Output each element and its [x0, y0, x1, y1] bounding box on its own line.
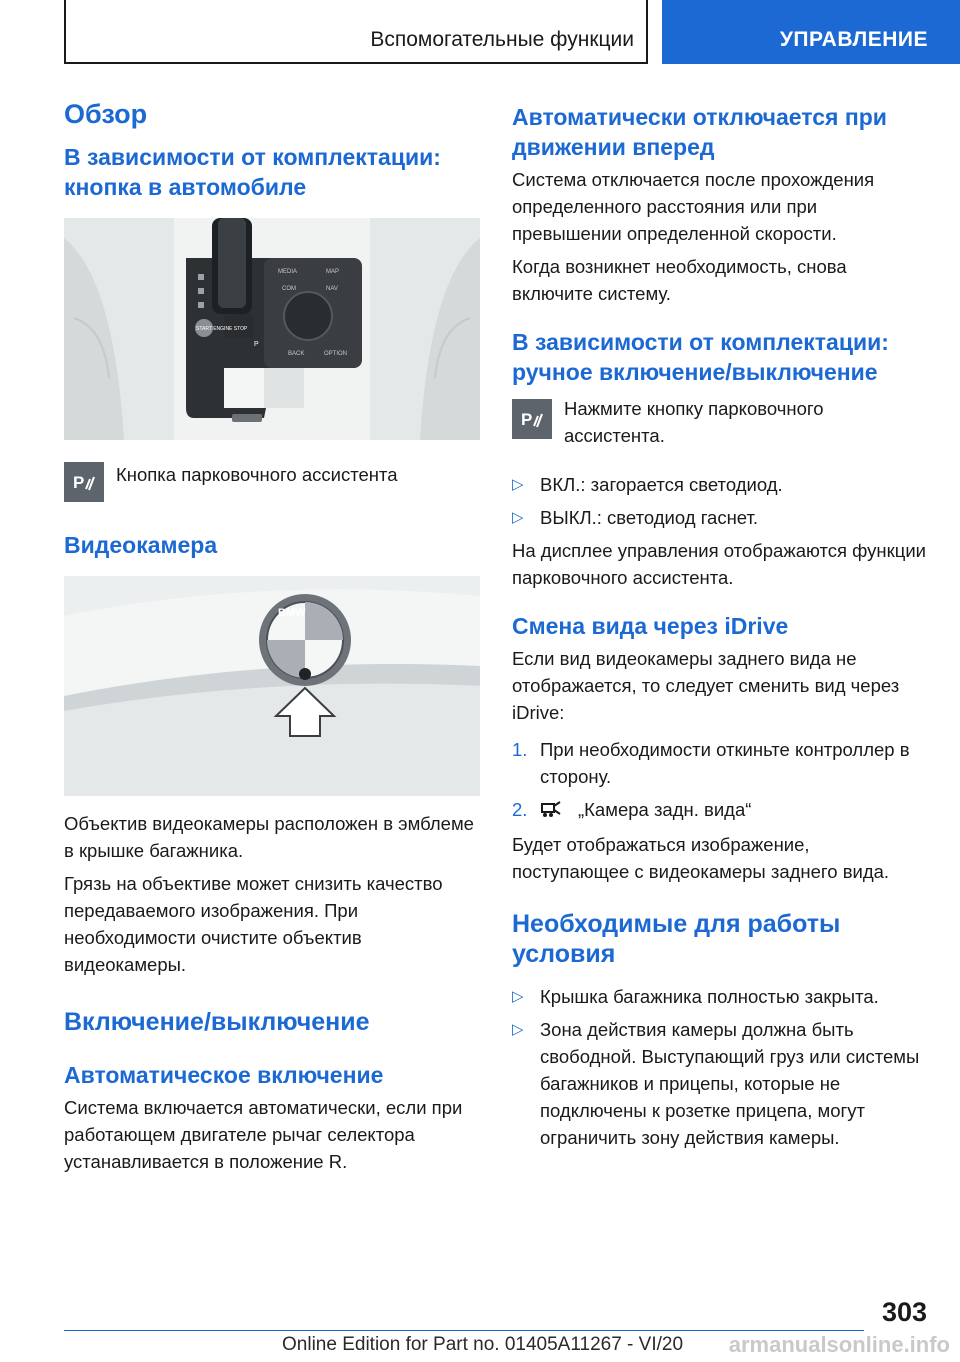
- triangle-bullet-icon: ▷: [512, 988, 524, 1005]
- list-item: [512, 1016, 928, 1151]
- camera-heading: Видеокамера: [64, 532, 218, 558]
- step-number: 1.: [512, 739, 528, 760]
- auto-off-paragraph-1: Система отключается после прохождения определенного расстояния или при превышении определенной скорости.: [512, 169, 875, 244]
- auto-on-text: Система включается автоматически, если при работающем двигателе рычаг селектора устанавливается в положение R.: [64, 1097, 463, 1172]
- overview-heading: Обзор: [64, 99, 148, 129]
- requirement-text: Крышка багажника полностью закрыта.: [540, 986, 879, 1007]
- footer-edition: Online Edition for Part no. 01405A11267 - VI/20: [282, 1334, 684, 1355]
- bmw-logo-text: BMW: [278, 607, 306, 619]
- left-column: [64, 98, 480, 1175]
- console-label-nav: NAV: [326, 286, 338, 292]
- svg-text:P: P: [521, 410, 533, 429]
- header-chapter-title: УПРАВЛЕНИЕ: [779, 28, 928, 51]
- console-label-p: P: [254, 341, 259, 348]
- button-caption-text: Кнопка парковочного ассистента: [116, 464, 398, 485]
- header-section-box: [64, 0, 648, 64]
- console-label-media: MEDIA: [278, 269, 298, 275]
- manual-paragraph: На дисплее управления отображаются функции парковочного ассистента.: [512, 540, 926, 588]
- header-section-title: Вспомогательные функции: [370, 28, 634, 51]
- requirements-heading: Необходимые для работы условия: [512, 910, 841, 968]
- manual-instruction-text: Нажмите кнопку парковочного ассистента.: [564, 398, 824, 446]
- step-text: При необходимости откиньте контроллер в сторону.: [540, 739, 910, 787]
- list-item: [512, 471, 928, 498]
- manual-bullet-off: ВЫКЛ.: светодиод гаснет.: [540, 507, 759, 528]
- manual-instruction: [512, 399, 928, 449]
- idrive-result: Будет отображаться изображение, поступающее с видеокамеры заднего вида.: [512, 834, 890, 882]
- list-item: [512, 504, 928, 531]
- camera-paragraph-2: Грязь на объективе может снизить качество передаваемого изображения. При необходимости очистите объектив видеокамеры.: [64, 873, 443, 975]
- idrive-heading: Смена вида через iDrive: [512, 613, 789, 639]
- page-number: 303: [881, 1297, 927, 1327]
- console-label-com: COM: [282, 286, 296, 292]
- triangle-bullet-icon: ▷: [512, 1021, 524, 1038]
- triangle-bullet-icon: ▷: [512, 476, 524, 493]
- list-item: [512, 983, 928, 1010]
- manual-heading: В зависимости от комплектации: ручное включение/выключение: [512, 329, 889, 385]
- on-off-heading: Включение/выключение: [64, 1008, 370, 1036]
- right-column: [512, 98, 928, 1151]
- rear-camera-icon: [540, 796, 570, 825]
- camera-image: [64, 576, 480, 796]
- console-image: [64, 218, 480, 440]
- camera-illustration: [64, 576, 480, 796]
- svg-text:P: P: [73, 473, 85, 492]
- camera-paragraph-1: Объектив видеокамеры расположен в эмблеме в крышке багажника.: [64, 813, 474, 861]
- header-chapter-box: [662, 0, 960, 64]
- button-heading: В зависимости от комплектации: кнопка в автомобиле: [64, 144, 441, 200]
- console-label-option: OPTION: [324, 351, 348, 357]
- list-item: [512, 796, 928, 825]
- auto-on-heading: Автоматическое включение: [64, 1062, 384, 1088]
- auto-off-heading: Автоматически отключается при движении вперед: [512, 104, 887, 160]
- console-label-map: MAP: [326, 269, 340, 275]
- watermark: armanualsonline.info: [728, 1332, 950, 1357]
- parking-assistant-icon: [64, 462, 104, 502]
- step-number: 2.: [512, 799, 528, 820]
- console-illustration: [64, 218, 480, 440]
- parking-assistant-icon: [512, 399, 552, 439]
- parking-assistant-button-caption: [64, 462, 480, 502]
- footer-divider: [64, 1330, 864, 1331]
- manual-bullet-on: ВКЛ.: загорается светодиод.: [540, 474, 783, 495]
- list-item: [512, 736, 928, 790]
- console-label-start: START ENGINE STOP: [196, 326, 248, 332]
- idrive-paragraph: Если вид видеокамеры заднего вида не отображается, то следует сменить вид через iDrive:: [512, 648, 900, 723]
- console-label-back: BACK: [288, 351, 305, 357]
- step-text: „Камера задн. вида“: [578, 799, 752, 820]
- requirement-text: Зона действия камеры должна быть свободной. Выступающий груз или системы багажников и прицепы, которые не подключены к розетке прицепа, могут ограничить зону действия камеры.: [540, 1019, 920, 1148]
- auto-off-paragraph-2: Когда возникнет необходимость, снова включите систему.: [512, 256, 847, 304]
- triangle-bullet-icon: ▷: [512, 509, 524, 526]
